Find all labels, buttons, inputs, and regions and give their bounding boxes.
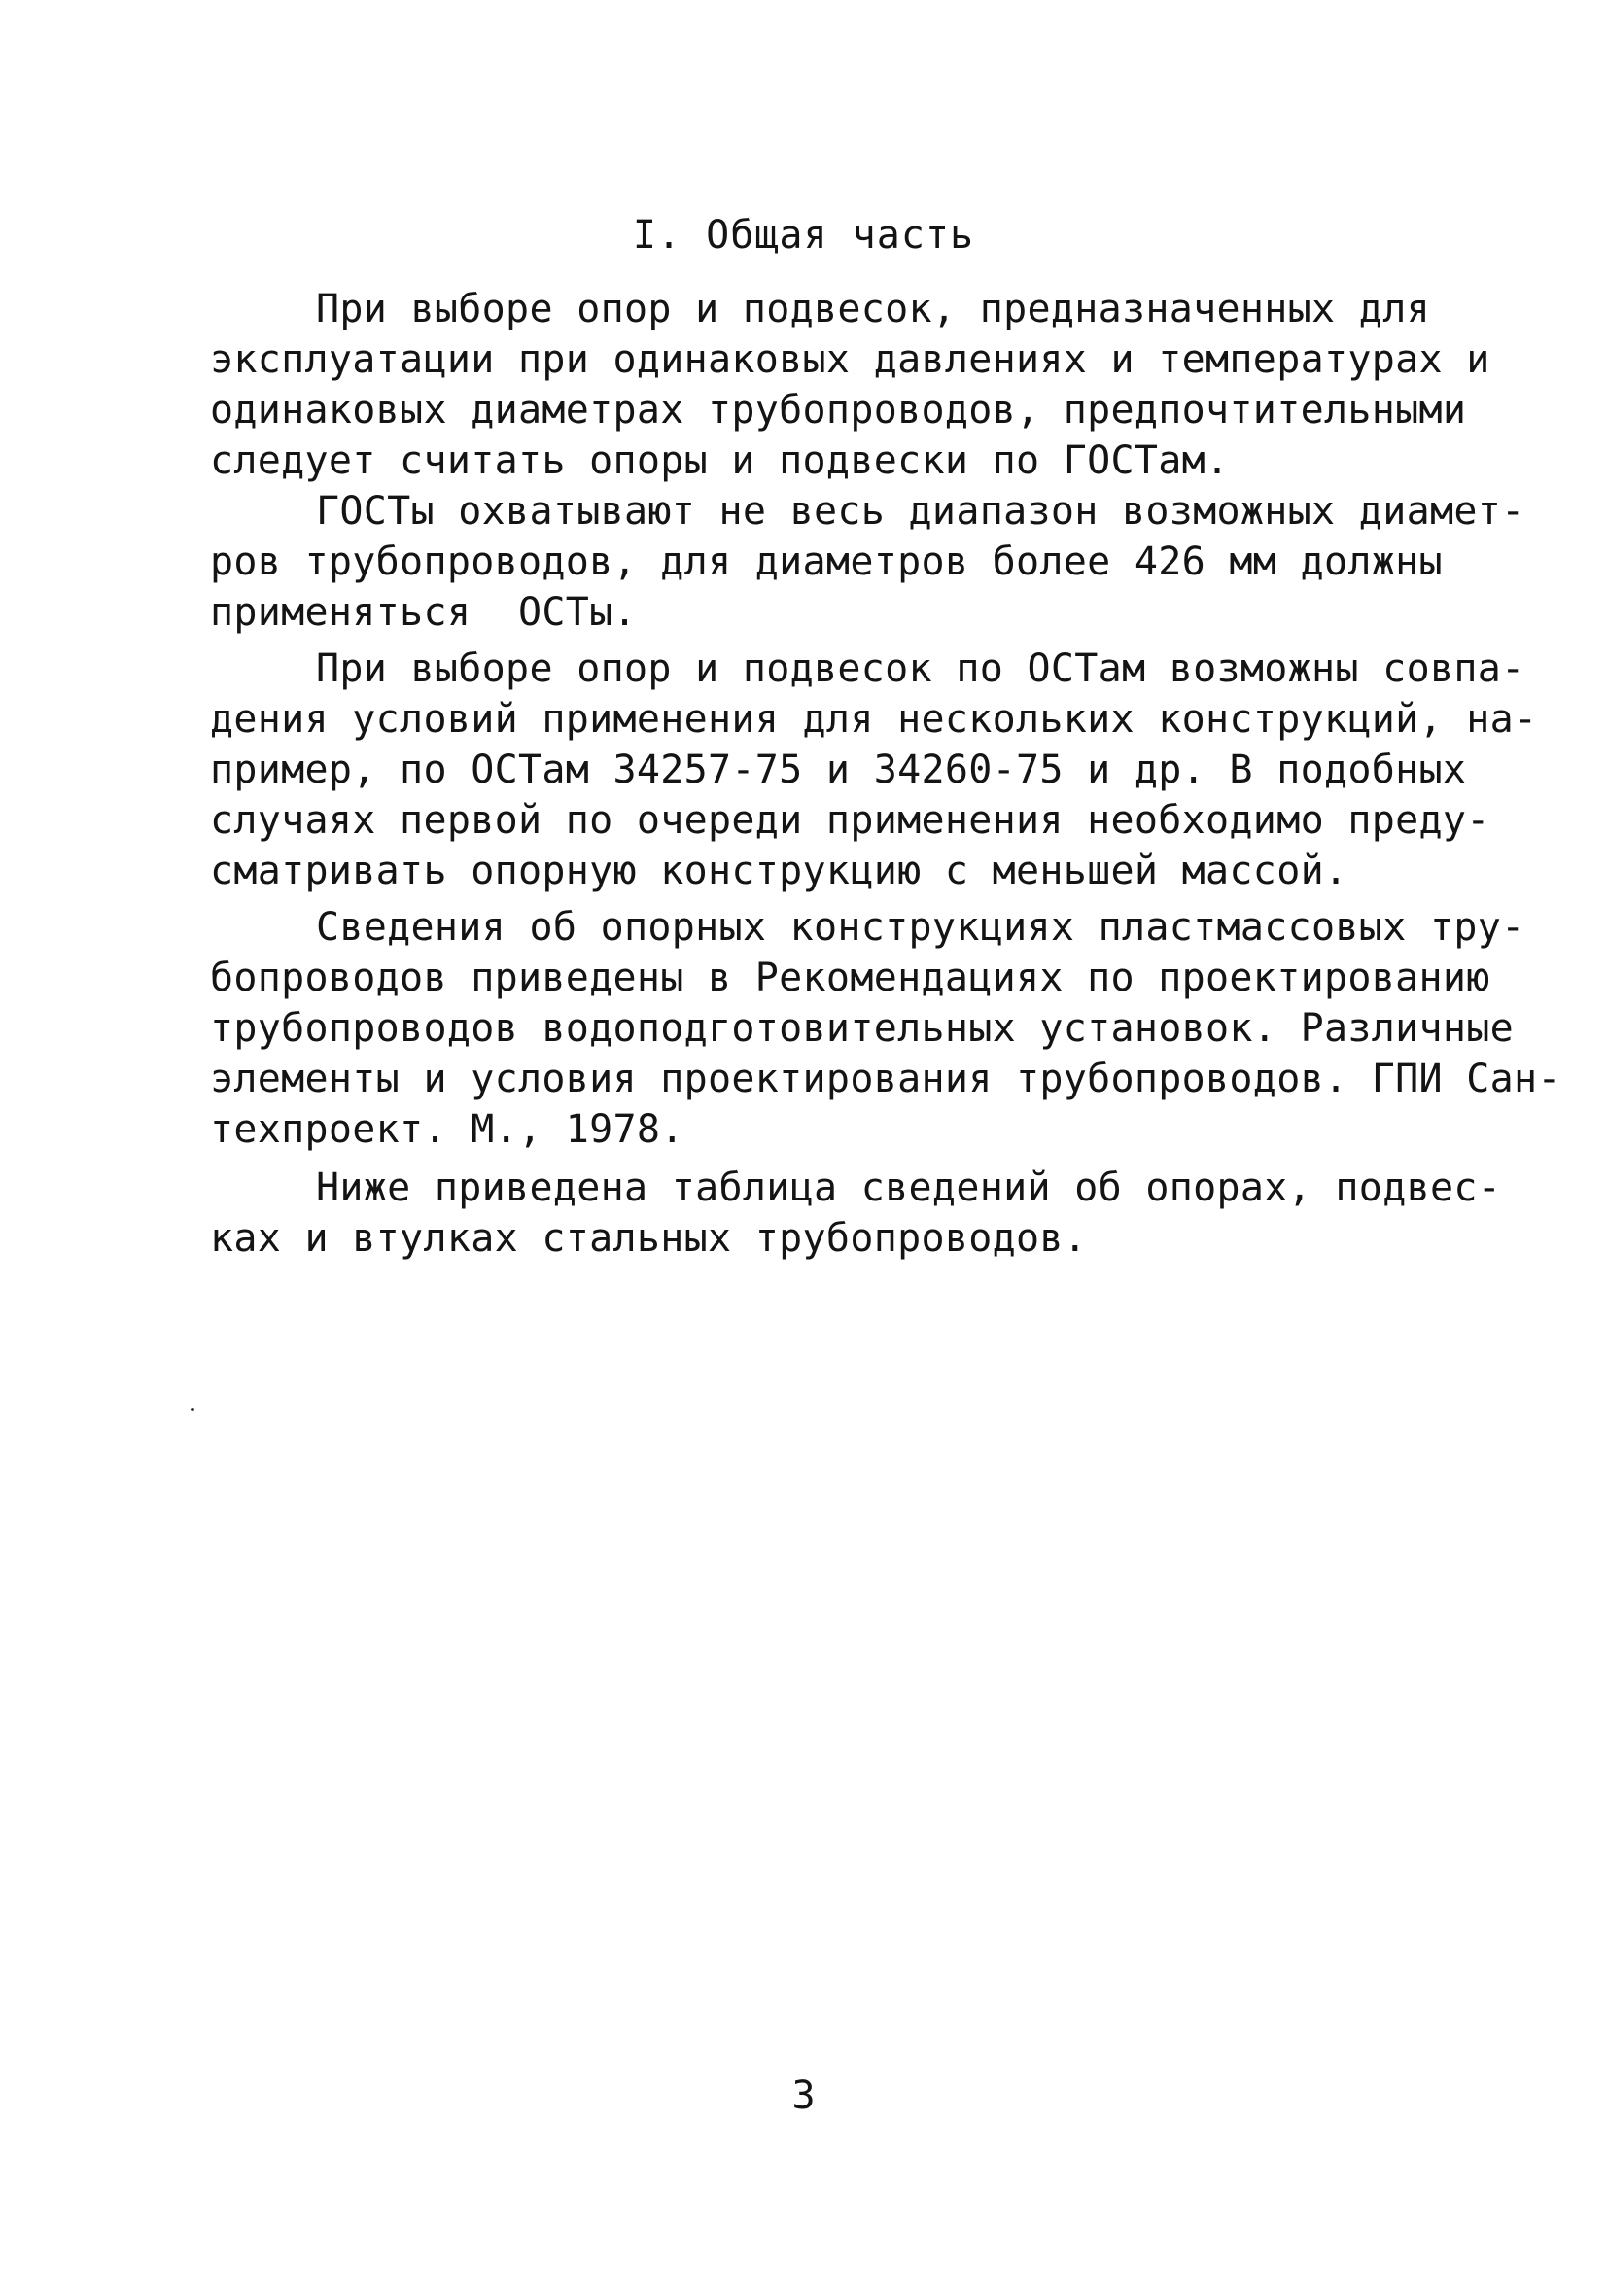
scan-speck bbox=[191, 1408, 194, 1411]
text-line: дения условий применения для нескольких конструкций, на- bbox=[210, 697, 1538, 742]
text-line: эксплуатации при одинаковых давлениях и температурах и bbox=[210, 337, 1490, 382]
text-line: пример, по ОСТам 34257-75 и 34260-75 и др. В подобных bbox=[210, 748, 1467, 792]
text-line: техпроект. М., 1978. bbox=[210, 1107, 684, 1152]
section-heading: I. Общая часть bbox=[632, 213, 975, 258]
text-line: ров трубопроводов, для диаметров более 426 мм должны bbox=[210, 539, 1443, 584]
text-line: ГОСТы охватывают не весь диапазон возможных диамет- bbox=[316, 489, 1525, 534]
text-line: бопроводов приведены в Рекомендациях по проектированию bbox=[210, 956, 1490, 1000]
text-line: сматривать опорную конструкцию с меньшей массой. bbox=[210, 849, 1348, 893]
text-line: элементы и условия проектирования трубопроводов. ГПИ Сан- bbox=[210, 1057, 1561, 1101]
text-line: случаях первой по очереди применения необходимо преду- bbox=[210, 798, 1490, 843]
text-line: При выборе опор и подвесок по ОСТам возможны совпа- bbox=[316, 646, 1525, 691]
text-line: При выборе опор и подвесок, предназначенных для bbox=[316, 287, 1430, 331]
text-line: следует считать опоры и подвески по ГОСТам. bbox=[210, 438, 1230, 483]
text-line: одинаковых диаметрах трубопроводов, предпочтительными bbox=[210, 388, 1467, 433]
text-line: Ниже приведена таблица сведений об опорах, подвес- bbox=[316, 1165, 1502, 1210]
text-line: Сведения об опорных конструкциях пластмассовых тру- bbox=[316, 905, 1525, 950]
page-number: 3 bbox=[791, 2073, 816, 2118]
text-line: ках и втулках стальных трубопроводов. bbox=[210, 1216, 1088, 1261]
text-line: применяться ОСТы. bbox=[210, 590, 637, 635]
text-line: трубопроводов водоподготовительных установок. Различные bbox=[210, 1006, 1515, 1051]
